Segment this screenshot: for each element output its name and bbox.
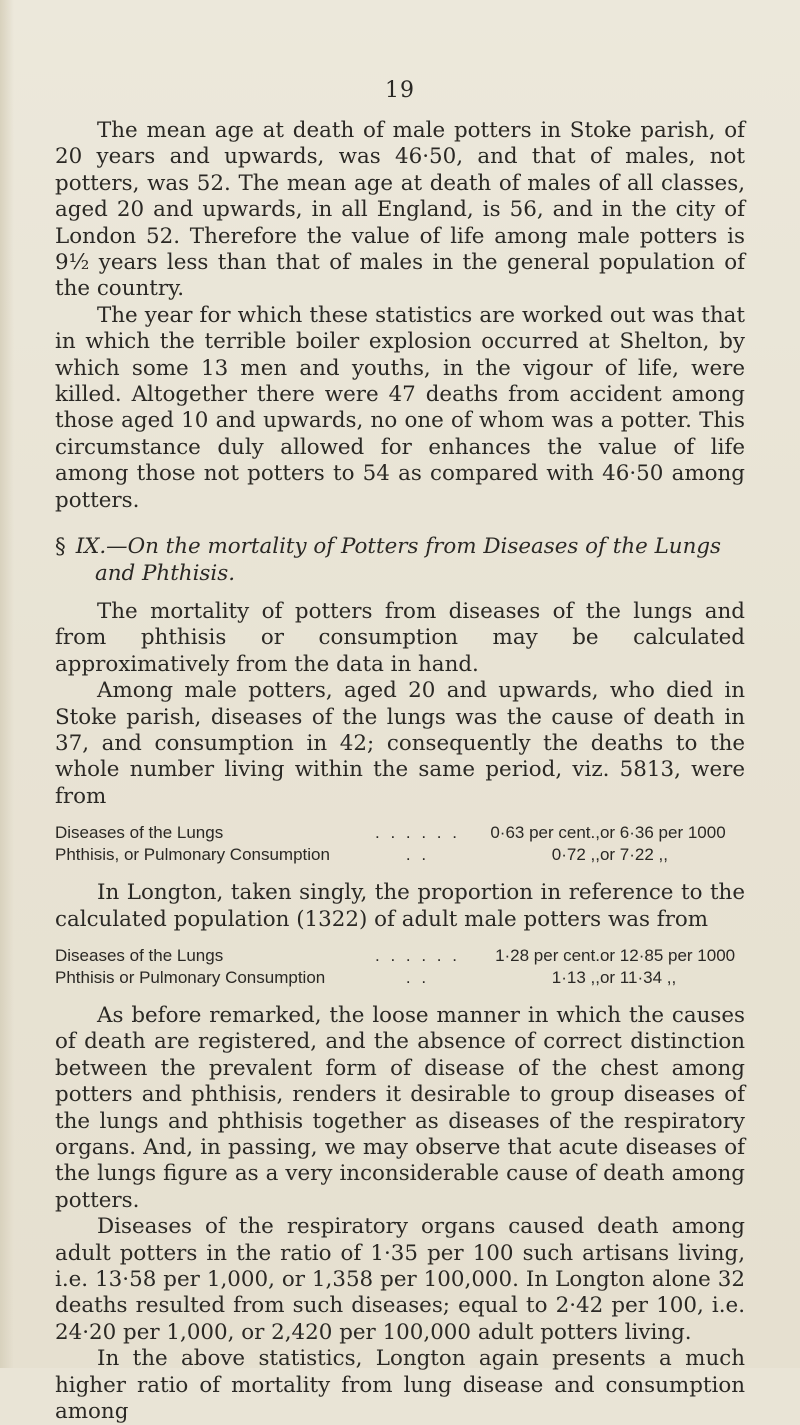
table-row	[55, 967, 745, 989]
rate-per-thousand: or 7·22 ,,	[599, 845, 669, 865]
row-label: Diseases of the Lungs	[55, 823, 224, 843]
rate-percent: 1·28 per cent.	[495, 945, 600, 965]
rate-per-thousand: or 12·85 per 1000	[599, 945, 736, 965]
table-row	[55, 844, 745, 866]
rate-percent: 0·72 ,,	[551, 845, 600, 865]
paragraph: As before remarked, the loose manner in which the causes of death are registered, and the absence of correct distinction between the prevalent form of disease of the chest among potters and phthisis, renders it desirable to group diseases of the lungs and phthisis together as diseases of the respiratory organs. And, in passing, we may observe that acute diseases of the lungs figure as a very inconsiderable cause of death among potters.	[55, 1002, 745, 1213]
leader-dots: . . . . . .	[375, 945, 460, 965]
longton-mortality-table	[55, 945, 745, 989]
paragraph: Among male potters, aged 20 and upwards, who died in Stoke parish, diseases of the lungs was the cause of death in 37, and consumption in 42; consequently the deaths to the whole number living within the same period, viz. 5813, were from	[55, 678, 745, 809]
page-body	[55, 118, 745, 1425]
rate-percent: 1·13 ,,	[551, 967, 600, 987]
page-fold-shadow	[0, 0, 14, 1368]
table-row	[55, 945, 745, 967]
leader-dots: . .	[405, 967, 430, 987]
paragraph: The mortality of potters from diseases of the lungs and from phthisis or consumption may be calculated approximatively from the data in hand.	[55, 598, 745, 677]
paragraph: The year for which these statistics are worked out was that in which the terrible boiler explosion occurred at Shelton, by which some 13 men and youths, in the vigour of life, were killed. Altogether there were 47 deaths from accident among those aged 10 and upwards, no one of whom was a potter. This circumstance duly allowed for enhances the value of life among those not potters to 54 as compared with 46·50 among potters.	[55, 302, 745, 513]
paragraph: Diseases of the respiratory organs caused death among adult potters in the ratio of 1·35 per 100 such artisans living, i.e. 13·58 per 1,000, or 1,358 per 100,000. In Longton alone 32 deaths resulted from such diseases; equal to 2·42 per 100, i.e. 24·20 per 1,000, or 2,420 per 100,000 adult potters living.	[55, 1214, 745, 1345]
paragraph: The mean age at death of male potters in Stoke parish, of 20 years and upwards, was 46·50, and that of males, not potters, was 52. The mean age at death of males of all classes, aged 20 and upwards, in all England, is 56, and in the city of London 52. Therefore the value of life among male potters is 9½ years less than that of males in the general population of the country.	[55, 118, 745, 302]
section-title: IX.—On the mortality of Potters from Diseases of the Lungs and Phthisis.	[75, 534, 722, 586]
row-label: Diseases of the Lungs	[55, 945, 224, 965]
page-number: 19	[385, 78, 415, 103]
row-label: Phthisis or Pulmonary Consumption	[55, 967, 326, 987]
leader-dots: . .	[405, 845, 430, 865]
stoke-mortality-table	[55, 822, 745, 866]
rate-per-thousand: or 11·34 ,,	[599, 967, 677, 987]
paragraph: In the above statistics, Longton again presents a much higher ratio of mortality from lung disease and consumption among	[55, 1346, 745, 1425]
leader-dots: . . . . . .	[375, 823, 460, 843]
row-label: Phthisis, or Pulmonary Consumption	[55, 845, 330, 865]
table-row	[55, 822, 745, 844]
section-heading	[55, 534, 745, 587]
paragraph: In Longton, taken singly, the proportion in reference to the calculated population (1322) of adult male potters was from	[55, 880, 745, 932]
rate-per-thousand: or 6·36 per 1000	[599, 823, 726, 843]
rate-percent: 0·63 per cent.,	[490, 823, 600, 843]
section-mark: §	[55, 534, 66, 560]
